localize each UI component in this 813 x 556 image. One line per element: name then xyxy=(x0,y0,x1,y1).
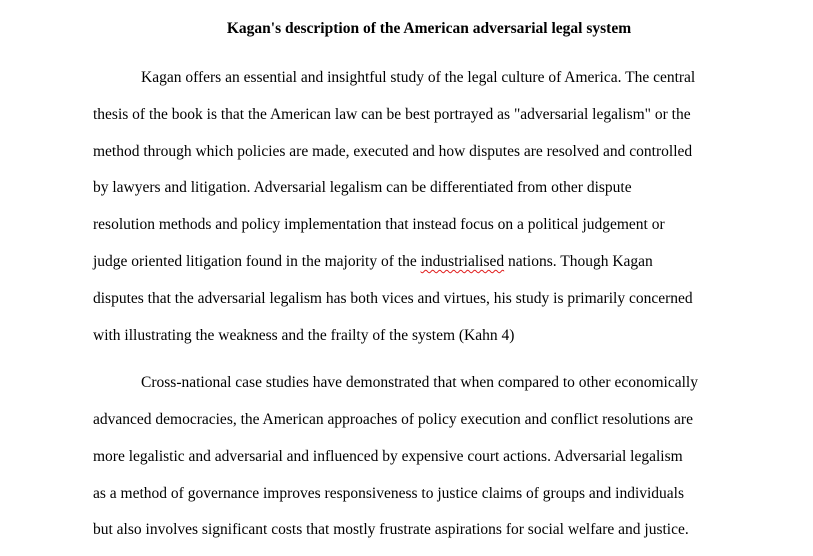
line-text: judge oriented litigation found in the majority of the xyxy=(93,253,421,270)
paragraph-2-line-4: as a method of governance improves responsiveness to justice claims of groups and individuals xyxy=(93,485,685,502)
paragraph-1-line-3: method through which policies are made, executed and how disputes are resolved and controlled xyxy=(93,143,693,160)
paragraph-1-line-5: resolution methods and policy implementation that instead focus on a political judgement or xyxy=(93,216,665,233)
paragraph-1-line-4: by lawyers and litigation. Adversarial legalism can be differentiated from other dispute xyxy=(93,179,632,196)
paragraph-1-line-7: disputes that the adversarial legalism has both vices and virtues, his study is primarily concerned xyxy=(93,290,693,307)
paragraph-1-line-2: thesis of the book is that the American law can be best portrayed as "adversarial legalism" or the xyxy=(93,106,691,123)
line-text: nations. Though Kagan xyxy=(504,253,653,270)
paragraph-1-line-6 xyxy=(93,252,653,272)
spellcheck-flagged-word[interactable]: industrialised xyxy=(420,253,505,270)
paragraph-2-line-5: but also involves significant costs that mostly frustrate aspirations for social welfare and justice. xyxy=(93,521,689,538)
paragraph-2-line-3: more legalistic and adversarial and influenced by expensive court actions. Adversarial legalism xyxy=(93,448,683,465)
paragraph-1-line-1: Kagan offers an essential and insightful study of the legal culture of America. The central xyxy=(141,69,696,86)
paragraph-2-line-2: advanced democracies, the American approaches of policy execution and conflict resolutions are xyxy=(93,411,693,428)
paragraph-1-line-8: with illustrating the weakness and the frailty of the system (Kahn 4) xyxy=(93,327,515,344)
document-title: Kagan's description of the American adversarial legal system xyxy=(226,20,632,37)
paragraph-2-line-1: Cross-national case studies have demonstrated that when compared to other economically xyxy=(141,374,698,391)
